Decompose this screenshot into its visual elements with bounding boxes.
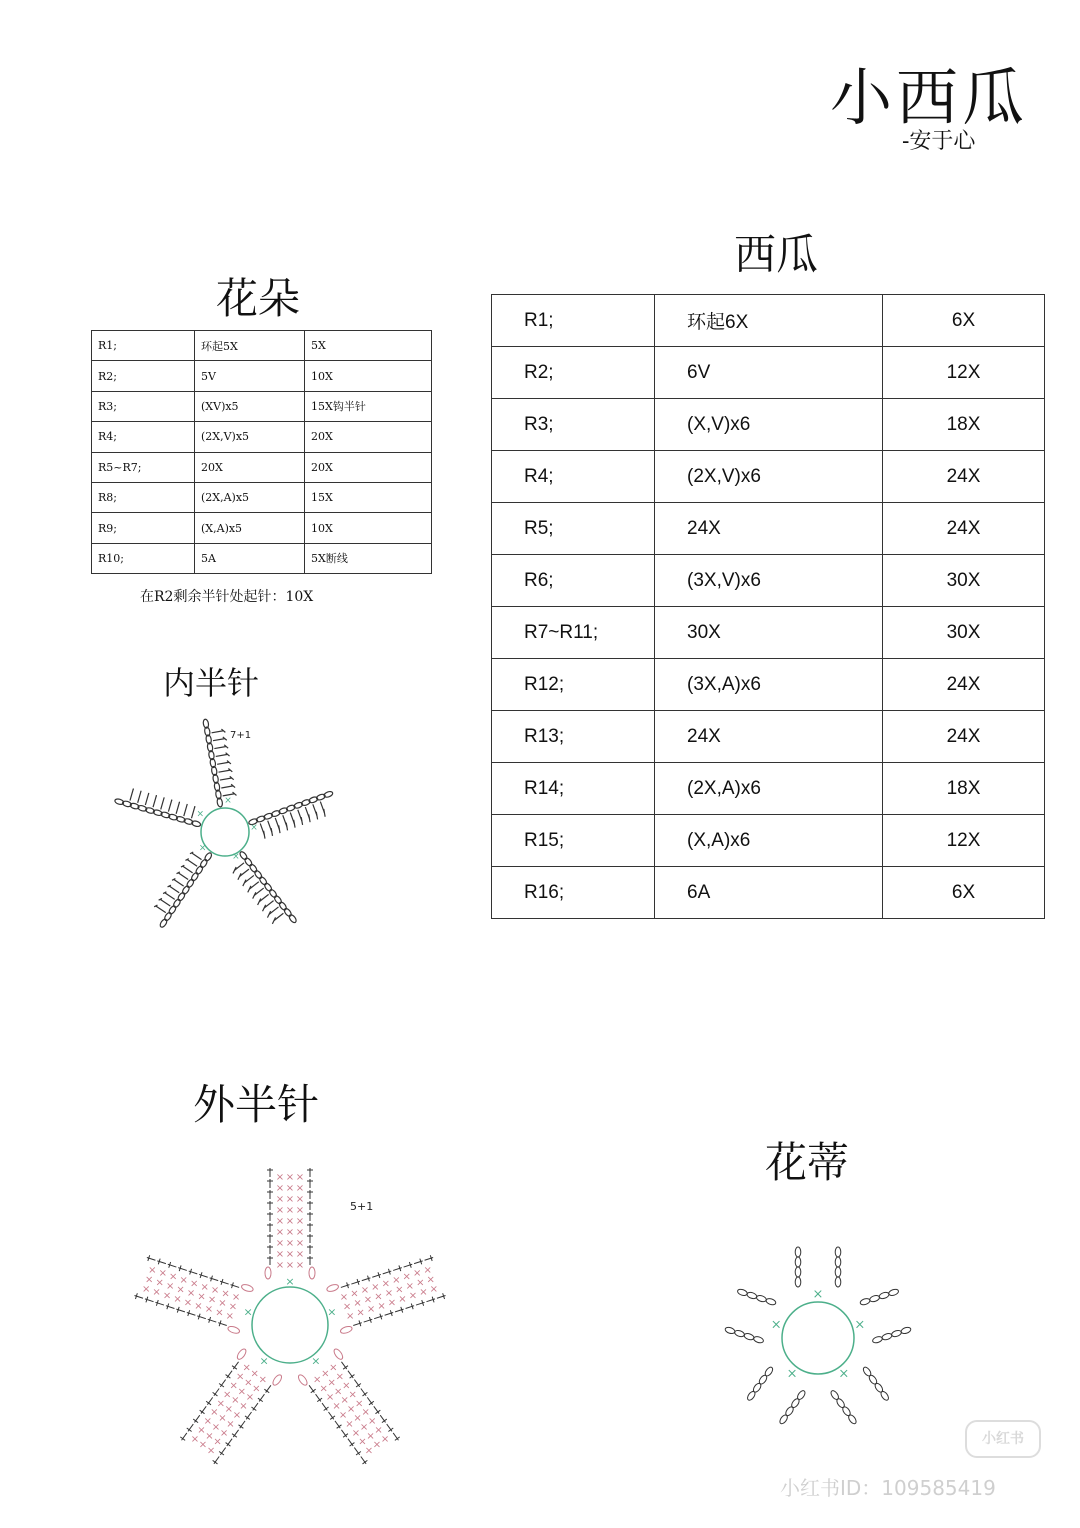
instruction-cell: 24X (655, 503, 883, 555)
svg-text:×: × (786, 1366, 798, 1382)
svg-text:×: × (210, 1285, 220, 1297)
svg-text:×: × (340, 1395, 349, 1407)
svg-text:×: × (295, 1194, 305, 1205)
svg-text:×: × (335, 1371, 345, 1383)
svg-text:×: × (186, 1287, 196, 1299)
svg-text:×: × (363, 1294, 373, 1306)
stitch-count-cell: 30X (883, 555, 1045, 607)
stitch-count-cell: 24X (883, 451, 1045, 503)
svg-text:×: × (398, 1293, 407, 1305)
table-row (92, 513, 432, 543)
table-row (492, 555, 1045, 607)
petal (248, 790, 333, 838)
instruction-cell: 30X (655, 607, 883, 659)
svg-text:×: × (413, 1268, 422, 1280)
svg-text:×: × (854, 1317, 866, 1333)
instruction-cell: (2X,V)x5 (195, 422, 305, 452)
table-row (92, 482, 432, 512)
svg-text:×: × (231, 1395, 240, 1407)
svg-text:×: × (244, 1377, 253, 1389)
svg-text:×: × (224, 796, 232, 807)
svg-text:×: × (387, 1297, 397, 1309)
svg-text:×: × (183, 1297, 193, 1309)
svg-text:×: × (285, 1249, 295, 1260)
table-row (492, 607, 1045, 659)
svg-text:×: × (339, 1291, 349, 1303)
svg-text:×: × (770, 1317, 782, 1333)
svg-text:×: × (295, 1205, 305, 1216)
svg-text:×: × (205, 1430, 214, 1442)
table-row (92, 543, 432, 573)
svg-text:×: × (285, 1275, 295, 1288)
petal (180, 1348, 283, 1464)
inner-count-label: 7+1 (230, 730, 252, 741)
svg-text:×: × (197, 1291, 206, 1303)
svg-text:×: × (367, 1416, 377, 1428)
svg-text:×: × (295, 1183, 305, 1194)
svg-text:×: × (423, 1264, 432, 1276)
svg-text:×: × (173, 1293, 182, 1305)
svg-text:×: × (158, 1268, 167, 1280)
svg-text:×: × (295, 1227, 305, 1238)
table-row (92, 361, 432, 391)
svg-text:×: × (348, 1389, 357, 1401)
table-row (492, 451, 1045, 503)
svg-text:×: × (358, 1436, 367, 1448)
svg-text:×: × (346, 1404, 356, 1416)
instruction-cell: 20X (195, 452, 305, 482)
page-title: 小西瓜 (830, 61, 1029, 134)
inner-half-stitch-heading: 内半针 (163, 664, 260, 702)
svg-text:×: × (231, 1291, 241, 1303)
flower-note: 在R2剩余半针处起针：10X (140, 589, 314, 605)
stitch-count-cell: 24X (883, 659, 1045, 711)
svg-text:×: × (226, 1418, 235, 1430)
svg-text:×: × (210, 1407, 219, 1419)
svg-text:×: × (329, 1362, 338, 1374)
svg-text:×: × (295, 1260, 305, 1271)
svg-text:×: × (285, 1172, 295, 1183)
round-cell: R16; (492, 867, 655, 919)
stitch-count-cell: 20X (305, 422, 432, 452)
table-row (92, 391, 432, 421)
round-cell: R5; (492, 503, 655, 555)
calyx-spoke (830, 1366, 890, 1425)
svg-text:×: × (426, 1274, 435, 1286)
svg-text:×: × (838, 1366, 850, 1382)
svg-text:×: × (405, 1281, 415, 1293)
watermelon-heading: 西瓜 (734, 230, 819, 279)
svg-text:×: × (259, 1354, 269, 1368)
svg-text:×: × (356, 1307, 365, 1319)
svg-text:×: × (197, 1424, 206, 1436)
svg-text:×: × (206, 1445, 216, 1457)
svg-text:×: × (384, 1287, 394, 1299)
svg-text:×: × (218, 1413, 227, 1425)
round-cell: R12; (492, 659, 655, 711)
svg-text:×: × (366, 1304, 376, 1316)
flower-pattern-table (91, 330, 432, 574)
svg-text:×: × (342, 1301, 352, 1313)
round-cell: R8; (92, 482, 195, 512)
svg-text:×: × (162, 1290, 172, 1302)
author-name: -安于心 (902, 129, 976, 154)
svg-text:×: × (194, 1300, 203, 1312)
petal (114, 789, 204, 827)
calyx-spoke (724, 1288, 781, 1344)
instruction-cell: (XV)x5 (195, 391, 305, 421)
inner-half-stitch-diagram (95, 700, 355, 960)
svg-text:×: × (258, 1374, 268, 1386)
stitch-count-cell: 5X断线 (305, 543, 432, 573)
svg-text:×: × (285, 1205, 295, 1216)
calyx-spoke (795, 1247, 841, 1302)
svg-text:×: × (179, 1274, 188, 1286)
outer-half-stitch-diagram (115, 1150, 465, 1480)
instruction-cell: (3X,A)x6 (655, 659, 883, 711)
instruction-cell: (2X,V)x6 (655, 451, 883, 503)
svg-text:×: × (295, 1249, 305, 1260)
stitch-count-cell: 6X (883, 295, 1045, 347)
center-ring (252, 1287, 328, 1363)
instruction-cell: 6A (655, 867, 883, 919)
table-row (492, 711, 1045, 763)
table-row (492, 867, 1045, 919)
svg-text:×: × (275, 1183, 285, 1194)
petal (154, 844, 213, 929)
svg-text:×: × (351, 1427, 361, 1439)
svg-text:×: × (285, 1238, 295, 1249)
stitch-count-cell: 5X (305, 331, 432, 361)
stitch-count-cell: 15X (305, 482, 432, 512)
svg-text:×: × (366, 1430, 375, 1442)
instruction-cell: (2X,A)x5 (195, 482, 305, 512)
table-row (492, 815, 1045, 867)
svg-text:×: × (165, 1281, 175, 1293)
petal (265, 1168, 315, 1288)
instruction-cell: 5V (195, 361, 305, 391)
svg-text:×: × (275, 1194, 285, 1205)
svg-text:×: × (275, 1238, 285, 1249)
stitch-count-cell: 18X (883, 763, 1045, 815)
round-cell: R2; (492, 347, 655, 399)
svg-text:×: × (228, 1301, 238, 1313)
calyx-heading: 花蒂 (765, 1138, 850, 1187)
center-ring (198, 808, 249, 856)
svg-text:×: × (275, 1227, 285, 1238)
svg-text:×: × (311, 1354, 321, 1368)
instruction-cell: (2X,A)x6 (655, 763, 883, 815)
petal (297, 1348, 400, 1464)
svg-text:×: × (229, 1380, 238, 1392)
svg-text:×: × (169, 1271, 178, 1283)
round-cell: R10; (92, 543, 195, 573)
svg-text:×: × (429, 1283, 439, 1295)
watermark-logo: 小红书 (965, 1420, 1041, 1458)
petal (232, 851, 297, 924)
svg-text:×: × (319, 1383, 328, 1395)
svg-text:×: × (372, 1439, 382, 1451)
svg-text:×: × (207, 1294, 217, 1306)
petal (326, 1255, 445, 1334)
svg-text:×: × (361, 1407, 370, 1419)
stitch-count-cell: 24X (883, 503, 1045, 555)
table-row (492, 399, 1045, 451)
round-cell: R9; (92, 513, 195, 543)
center-ring (782, 1302, 854, 1374)
svg-text:×: × (812, 1287, 824, 1302)
stitch-count-cell: 12X (883, 347, 1045, 399)
instruction-cell: (X,A)x5 (195, 513, 305, 543)
svg-text:×: × (295, 1238, 305, 1249)
svg-text:×: × (338, 1410, 348, 1422)
svg-text:×: × (350, 1288, 359, 1300)
svg-text:×: × (374, 1424, 383, 1436)
instruction-cell: 5A (195, 543, 305, 573)
svg-text:×: × (235, 1371, 245, 1383)
svg-text:×: × (371, 1281, 380, 1293)
svg-text:×: × (285, 1183, 295, 1194)
svg-text:×: × (402, 1271, 411, 1283)
svg-text:×: × (332, 1401, 341, 1413)
svg-text:×: × (321, 1368, 330, 1380)
svg-text:×: × (203, 1416, 213, 1428)
svg-text:×: × (200, 1281, 209, 1293)
stitch-count-cell: 6X (883, 867, 1045, 919)
svg-text:×: × (285, 1227, 295, 1238)
svg-text:×: × (213, 1436, 222, 1448)
svg-text:×: × (239, 1401, 248, 1413)
outer-count-label: 5+1 (350, 1200, 374, 1213)
svg-text:×: × (232, 1410, 242, 1422)
svg-text:×: × (381, 1278, 391, 1290)
svg-text:×: × (224, 1404, 234, 1416)
round-cell: R1; (92, 331, 195, 361)
svg-text:×: × (176, 1284, 185, 1296)
svg-text:×: × (204, 1304, 214, 1316)
instruction-cell: 环起6X (655, 295, 883, 347)
calyx-diagram (700, 1220, 940, 1440)
svg-text:×: × (353, 1413, 362, 1425)
svg-text:×: × (395, 1284, 404, 1296)
svg-text:×: × (215, 1307, 224, 1319)
svg-text:×: × (275, 1249, 285, 1260)
round-cell: R4; (92, 422, 195, 452)
round-cell: R1; (492, 295, 655, 347)
svg-text:×: × (221, 1288, 230, 1300)
svg-text:×: × (250, 822, 258, 833)
table-row (92, 331, 432, 361)
round-cell: R6; (492, 555, 655, 607)
svg-text:×: × (285, 1216, 295, 1227)
svg-text:×: × (219, 1427, 229, 1439)
table-row (92, 452, 432, 482)
svg-text:×: × (364, 1445, 374, 1457)
stitch-count-cell: 10X (305, 513, 432, 543)
round-cell: R4; (492, 451, 655, 503)
svg-text:×: × (353, 1298, 362, 1310)
svg-text:×: × (380, 1433, 390, 1445)
svg-text:×: × (148, 1264, 157, 1276)
svg-text:×: × (345, 1310, 355, 1322)
instruction-cell: (X,V)x6 (655, 399, 883, 451)
svg-text:×: × (374, 1291, 383, 1303)
stitch-count-cell: 12X (883, 815, 1045, 867)
svg-text:×: × (242, 1362, 251, 1374)
stitch-count-cell: 30X (883, 607, 1045, 659)
svg-text:×: × (275, 1216, 285, 1227)
svg-text:×: × (237, 1386, 246, 1398)
table-row (492, 763, 1045, 815)
svg-text:×: × (419, 1287, 428, 1299)
svg-text:×: × (312, 1374, 322, 1386)
petal (135, 1255, 254, 1334)
round-cell: R15; (492, 815, 655, 867)
svg-text:×: × (216, 1398, 225, 1410)
instruction-cell: (X,A)x6 (655, 815, 883, 867)
table-row (92, 422, 432, 452)
table-row (492, 659, 1045, 711)
svg-text:×: × (275, 1205, 285, 1216)
svg-text:×: × (360, 1285, 370, 1297)
instruction-cell: 6V (655, 347, 883, 399)
svg-text:×: × (145, 1274, 154, 1286)
svg-text:×: × (225, 1310, 235, 1322)
stitch-count-cell: 20X (305, 452, 432, 482)
svg-text:×: × (245, 1392, 255, 1404)
svg-text:×: × (392, 1274, 401, 1286)
round-cell: R13; (492, 711, 655, 763)
svg-text:×: × (285, 1260, 295, 1271)
svg-text:×: × (345, 1418, 354, 1430)
outer-half-stitch-heading: 外半针 (193, 1080, 320, 1129)
table-row (492, 503, 1045, 555)
svg-text:×: × (198, 1439, 208, 1451)
table-row (492, 295, 1045, 347)
svg-text:×: × (342, 1380, 351, 1392)
watermark-id: 小红书ID：109585419 (780, 1476, 996, 1500)
stitch-count-cell: 15X钩半针 (305, 391, 432, 421)
instruction-cell: 环起5X (195, 331, 305, 361)
svg-text:×: × (275, 1260, 285, 1271)
svg-text:×: × (152, 1287, 161, 1299)
svg-text:×: × (155, 1277, 164, 1289)
svg-text:×: × (189, 1278, 199, 1290)
svg-text:×: × (232, 851, 240, 862)
svg-text:×: × (243, 1305, 253, 1319)
round-cell: R2; (92, 361, 195, 391)
round-cell: R5~R7; (92, 452, 195, 482)
svg-text:×: × (327, 1377, 336, 1389)
svg-text:×: × (416, 1277, 425, 1289)
instruction-cell: 24X (655, 711, 883, 763)
svg-text:×: × (295, 1172, 305, 1183)
svg-text:×: × (190, 1433, 200, 1445)
svg-text:×: × (355, 1398, 364, 1410)
svg-text:×: × (359, 1421, 369, 1433)
svg-text:×: × (408, 1290, 418, 1302)
round-cell: R3; (492, 399, 655, 451)
svg-text:×: × (252, 1383, 261, 1395)
calyx-spoke (746, 1366, 806, 1425)
svg-text:×: × (334, 1386, 343, 1398)
svg-text:×: × (141, 1283, 151, 1295)
svg-text:×: × (211, 1421, 221, 1433)
round-cell: R3; (92, 391, 195, 421)
svg-text:×: × (250, 1368, 259, 1380)
table-row (492, 347, 1045, 399)
svg-text:×: × (327, 1305, 337, 1319)
svg-text:×: × (198, 843, 207, 854)
round-cell: R14; (492, 763, 655, 815)
svg-text:×: × (285, 1194, 295, 1205)
flower-heading: 花朵 (216, 274, 301, 323)
stitch-count-cell: 24X (883, 711, 1045, 763)
svg-text:×: × (196, 809, 205, 820)
svg-text:×: × (295, 1216, 305, 1227)
round-cell: R7~R11; (492, 607, 655, 659)
svg-text:×: × (325, 1392, 335, 1404)
stitch-count-cell: 18X (883, 399, 1045, 451)
instruction-cell: (3X,V)x6 (655, 555, 883, 607)
stitch-count-cell: 10X (305, 361, 432, 391)
svg-text:×: × (223, 1389, 232, 1401)
svg-text:×: × (218, 1298, 227, 1310)
watermelon-pattern-table (491, 294, 1045, 919)
calyx-spoke (854, 1288, 911, 1344)
svg-text:×: × (275, 1172, 285, 1183)
svg-text:×: × (377, 1300, 386, 1312)
